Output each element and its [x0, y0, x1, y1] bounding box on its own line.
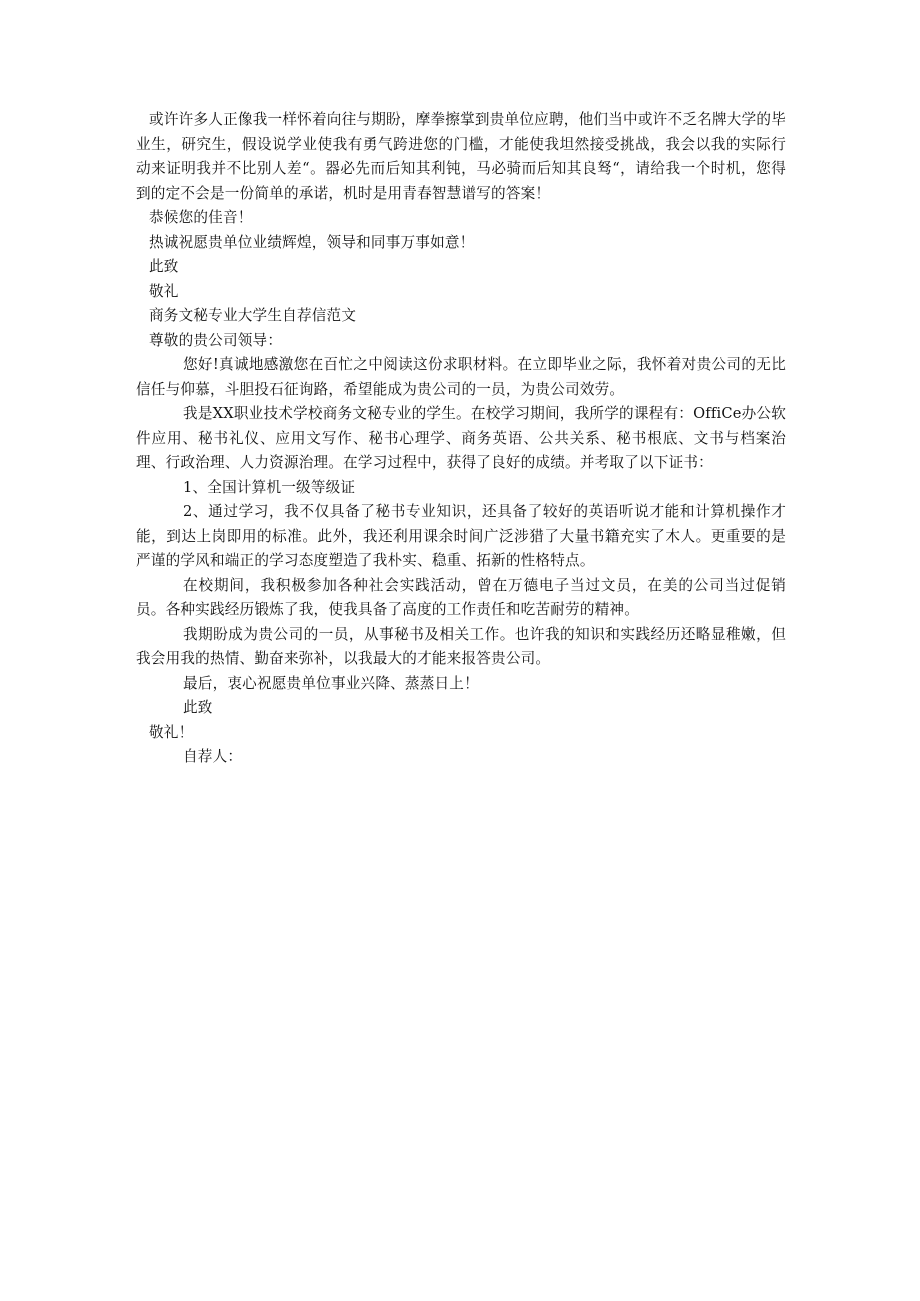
paragraph-await-reply: 恭候您的佳音！ [149, 209, 253, 226]
paragraph-opening: 或许许多人正像我一样怀着向往与期盼，摩拳擦掌到贵单位应聘，他们当中或许不乏名牌大学的毕业生，研究生，假设说学业使我有勇气跨进您的门槛，才能使我坦然接受挑战，我会以我的实际行动来证明我并不比别人差“。器必先而后知其利钝，马必骑而后知其良驽“，请给我一个时机，您得到的定不会是一份简单的承诺，机时是用青春智慧谱写的答案！ [136, 111, 786, 202]
certificate-item-1: 1、全国计算机一级等级证 [183, 478, 356, 496]
paragraph-final-wishes: 最后，衷心祝愿贵单位事业兴降、蒸蒸日上！ [183, 674, 479, 692]
closing-cizhi: 此致 [149, 258, 179, 275]
closing-jingli: 敬礼 [149, 282, 179, 300]
document-body [136, 108, 786, 770]
paragraph-greeting: 您好!真诚地感激您在百忙之中阅读这份求职材料。在立即毕业之际，我怀着对贵公司的无比信任与仰慕，斗胆投石征询路，希望能成为贵公司的一员，为贵公司效劳。 [136, 356, 786, 398]
certificate-item-2: 2、通过学习，我不仅具备了秘书专业知识，还具备了较好的英语听说才能和计算机操作才能，到达上岗即用的标准。此外，我还利用课余时间广泛涉猎了大量书籍充实了木人。更重要的是严谨的学风和端正的学习态度塑造了我朴实、稳重、拓新的性格特点。 [136, 503, 786, 569]
closing-jingli-2: 敬礼！ [149, 723, 194, 741]
closing-cizhi-2: 此致 [183, 699, 213, 716]
section-title: 商务文秘专业大学生自荐信范文 [149, 307, 357, 324]
paragraph-wishes: 热诚祝愿贵单位业绩辉煌，领导和同事万事如意！ [149, 233, 475, 251]
paragraph-aspiration: 我期盼成为贵公司的一员，从事秘书及相关工作。也许我的知识和实践经历还略显稚嫩，但我会用我的热情、勤奋来弥补，以我最大的才能来报答贵公司。 [136, 625, 786, 667]
salutation: 尊敬的贵公司领导： [149, 331, 283, 349]
signature-label: 自荐人： [183, 748, 243, 765]
paragraph-practice: 在校期间，我积极参加各种社会实践活动，曾在万德电子当过文员，在美的公司当过促销员。各种实践经历锻炼了我，使我具备了高度的工作责任和吃苦耐劳的精神。 [136, 576, 786, 618]
paragraph-education: 我是XX职业技术学校商务文秘专业的学生。在校学习期间，我所学的课程有：OffiCe办公软件应用、秘书礼仪、应用文写作、秘书心理学、商务英语、公共关系、秘书根底、文书与档案治理、行政治理、人力资源治理。在学习过程中，获得了良好的成绩。并考取了以下证书： [136, 405, 786, 471]
